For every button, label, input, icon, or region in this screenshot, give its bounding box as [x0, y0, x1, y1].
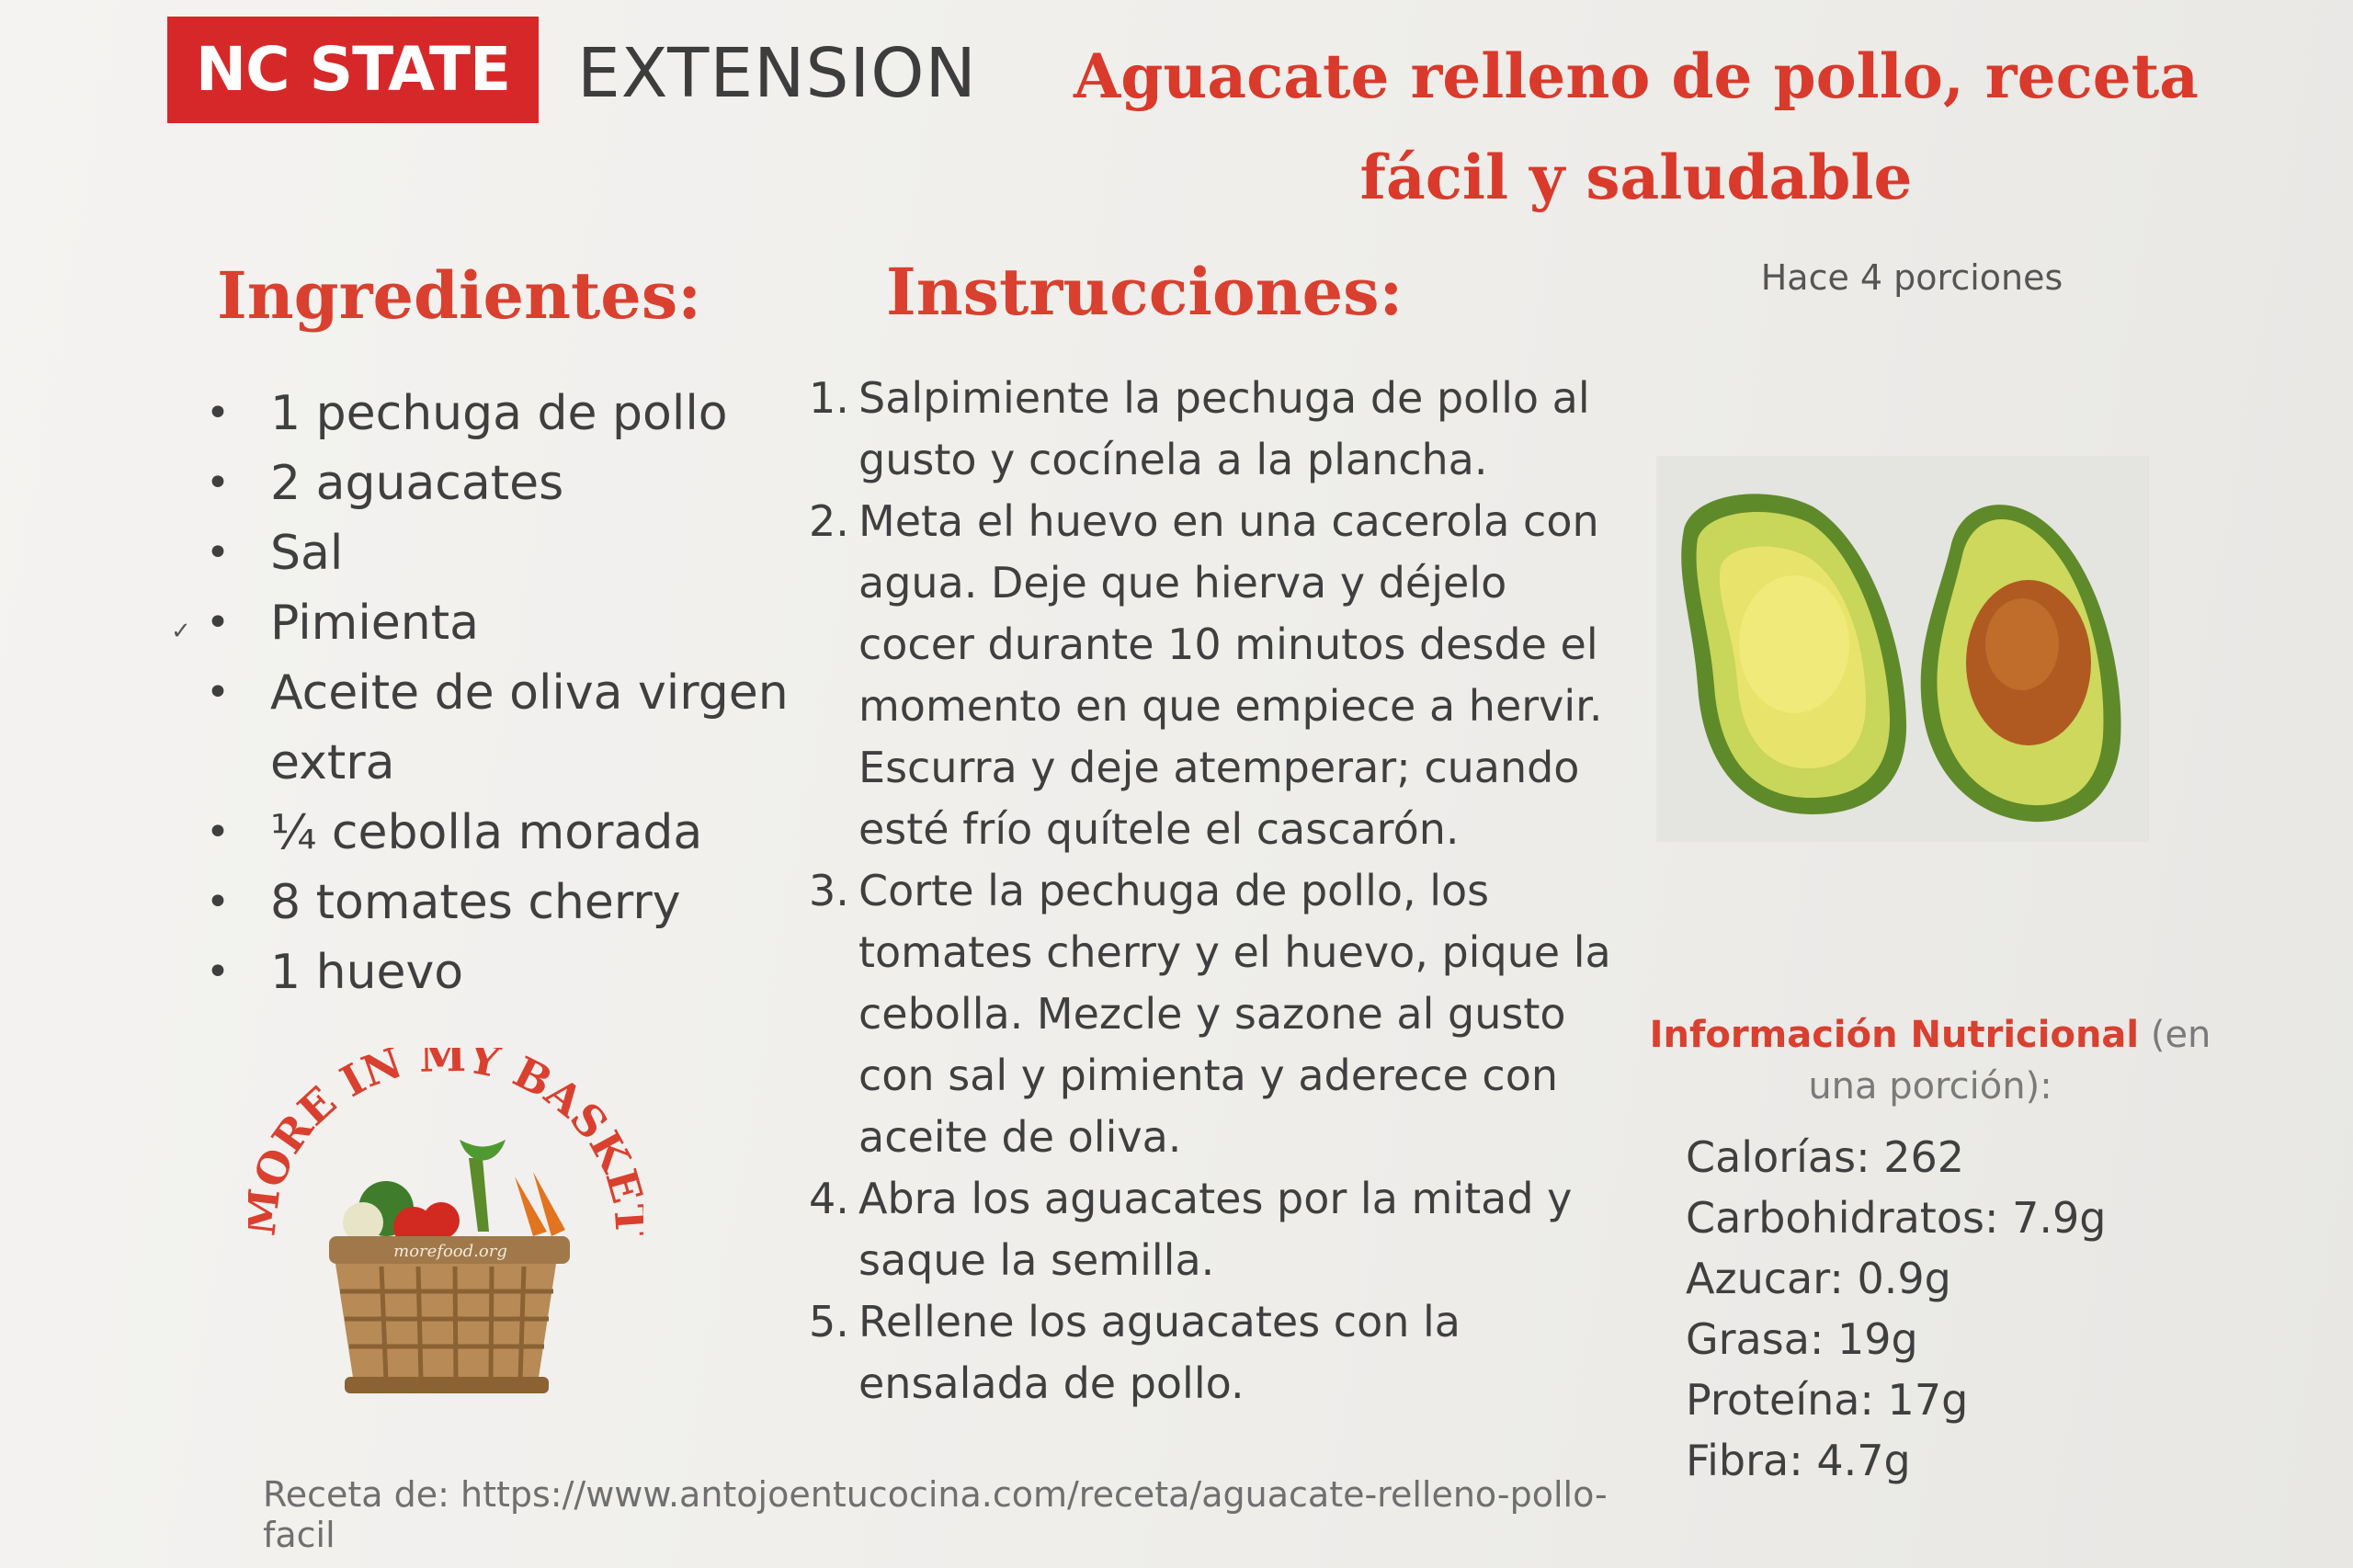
list-item: • 8 tomates cherry [206, 868, 794, 937]
basket-url: morefood.org [393, 1242, 507, 1261]
instructions-heading: Instrucciones: [886, 254, 1404, 330]
nutrition-item: Proteína: 17g [1686, 1375, 1969, 1425]
pen-mark: ✓ [171, 618, 191, 645]
nutrition-item: Fibra: 4.7g [1686, 1436, 1911, 1485]
bullet-icon: • [206, 949, 230, 995]
nc-state-logo: NC STATE [167, 17, 539, 123]
bullet-icon: • [206, 809, 230, 856]
nutrition-item: Calorías: 262 [1686, 1132, 1964, 1182]
recipe-title: Aguacate relleno de pollo, receta fácil y saludable [1074, 40, 2199, 213]
bullet-icon: • [206, 599, 230, 646]
extension-wordmark: EXTENSION [577, 34, 977, 113]
list-item: • ¼ cebolla morada [206, 798, 794, 868]
basket-arc-text: ORE IN MY BASK [248, 1048, 641, 1195]
list-item: • Sal [206, 518, 794, 588]
nutrition-item: Grasa: 19g [1686, 1314, 1918, 1364]
instruction-step: 4. Abra los aguacates por la mitad y saque la semilla. [809, 1174, 1573, 1285]
instructions-list [809, 368, 1618, 1415]
nutrition-item: Carbohidratos: 7.9g [1686, 1193, 2107, 1243]
avocado-photo [1656, 456, 2149, 842]
nutrition-list [1686, 1127, 2200, 1491]
more-in-my-basket-logo [248, 1048, 643, 1415]
list-item: • 1 pechuga de pollo [206, 379, 794, 449]
bullet-icon: • [206, 529, 230, 576]
bullet-icon: • [206, 879, 230, 926]
list-item: • 2 aguacates [206, 449, 794, 518]
ingredients-heading: Ingredientes: [217, 257, 702, 334]
bullet-icon: • [206, 460, 230, 506]
basket-icon [248, 1048, 643, 1415]
source-citation: Receta de: https://www.antojoentucocina.com/receta/aguacate-relleno-pollo-facil [263, 1474, 1608, 1555]
list-item: • Pimienta [206, 588, 794, 658]
instruction-step: 5. Rellene los aguacates con la ensalada de pollo. [809, 1297, 1461, 1408]
nutrition-heading: Información Nutricional (en una porción): [1649, 1014, 2211, 1108]
avocado-icon [1656, 456, 2149, 842]
instruction-step: 2. Meta el huevo en una cacerola con agua. Deje que hierva y déjelo cocer durante 10 minutos desde el momento en que empiece a hervir. Escurra y deje atemperar; cuando esté frío quítele el cascarón. [809, 496, 1603, 854]
bullet-icon: • [206, 669, 230, 716]
instruction-step: 3. Corte la pechuga de pollo, los tomates cherry y el huevo, pique la cebolla. Mezcle y sazone al gusto con sal y pimienta y aderece con aceite de oliva. [809, 866, 1611, 1162]
ingredients-list [206, 379, 794, 1007]
instruction-step: 1. Salpimiente la pechuga de pollo al gusto y cocínela a la plancha. [809, 373, 1590, 484]
list-item: • 1 huevo [206, 937, 794, 1007]
list-item: • Aceite de oliva virgen extra [206, 658, 794, 798]
servings-text: Hace 4 porciones [1760, 257, 2063, 298]
bullet-icon: • [206, 390, 230, 437]
nutrition-item: Azucar: 0.9g [1686, 1254, 1951, 1303]
